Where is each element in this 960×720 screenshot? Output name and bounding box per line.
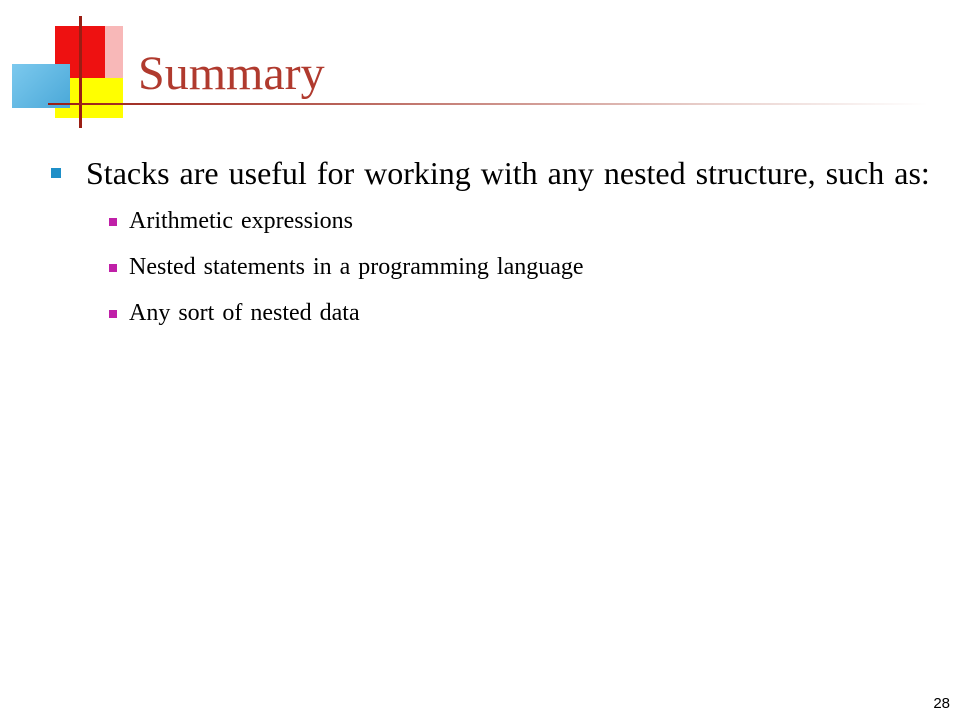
slide-title: Summary [138, 47, 325, 100]
sub-bullet-marker-icon [109, 264, 117, 272]
sub-bullet-marker-icon [109, 218, 117, 226]
sub-bullet-text: Any sort of nested data [129, 300, 360, 326]
bullet-text: Stacks are useful for working with any nested structure, such as: [86, 155, 930, 191]
sub-bullet-item [0, 198, 960, 244]
decor-vertical-rule [79, 16, 82, 128]
page-number: 28 [933, 695, 950, 712]
title-underline-rule [48, 103, 928, 105]
bullet-list [0, 152, 960, 336]
sub-bullet-list [0, 198, 960, 336]
decor-blue-square [12, 64, 70, 108]
sub-bullet-marker-icon [109, 310, 117, 318]
bullet-marker-icon [51, 168, 61, 178]
decor-pink-square [105, 26, 123, 78]
sub-bullet-item [0, 244, 960, 290]
sub-bullet-text: Nested statements in a programming language [129, 254, 584, 280]
sub-bullet-item [0, 290, 960, 336]
bullet-item [0, 152, 936, 194]
sub-bullet-text: Arithmetic expressions [129, 208, 353, 234]
